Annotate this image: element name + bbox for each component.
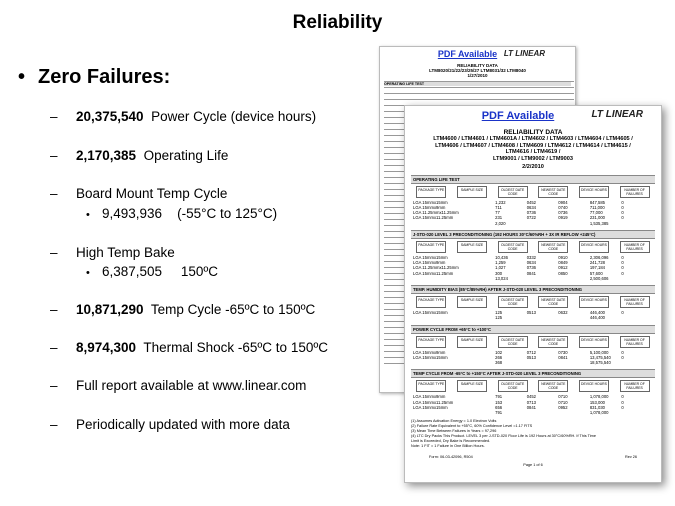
table-cell (413, 360, 495, 365)
table-cell: 0736 (526, 265, 537, 271)
table-cell: 0841 (526, 270, 537, 276)
table-cell (558, 276, 590, 281)
table-cell: LGA 15mmx15mm (413, 404, 448, 410)
list-item: – 2,170,385 Operating Life (50, 148, 229, 163)
section-header: J-STD-020 LEVEL 3 PRECONDITIONING (192 HOURS 30°C/60%RH + 3X IR REFLOW +245°C) (411, 230, 655, 239)
list-item: – 10,871,290 Temp Cycle -65ºC to 150ºC (50, 302, 316, 317)
list-item: – Periodically updated with more data (50, 417, 290, 432)
table-cell (527, 315, 559, 320)
column-header: PACKAGE TYPE (416, 336, 446, 348)
table-cell: 102 (495, 349, 503, 355)
table-cell: 0952 (558, 404, 568, 410)
table-cell: 18,575,540 (589, 360, 611, 366)
table-cell: 2,500,606 (589, 275, 609, 281)
column-header: OLDEST DATE CODE (498, 296, 528, 308)
table-cell: LGA 11.25mmx11.25mm (413, 265, 459, 271)
table-cell: 0 (621, 270, 624, 276)
column-header: NUMBER OF FAILURES (620, 336, 650, 348)
table-cell: 0 (621, 394, 624, 400)
table-cell: 125 (495, 310, 503, 316)
section-header: OPERATING LIFE TEST (384, 82, 571, 86)
table-cell: LGA 15mmx9mm (413, 204, 446, 210)
data-table (413, 350, 653, 366)
table-cell: 1,027 (495, 265, 506, 271)
table-cell: 847,585 (589, 199, 605, 205)
column-header: PACKAGE TYPE (416, 380, 446, 392)
table-cell: 153,000 (589, 399, 605, 405)
column-header: NEWEST DATE CODE (538, 380, 568, 392)
column-header-row (411, 186, 655, 198)
table-cell (527, 221, 559, 226)
page-number: Page 1 of 6 (523, 462, 543, 467)
table-cell (621, 315, 653, 320)
table-cell (527, 360, 559, 365)
table-cell: 1,232 (495, 199, 506, 205)
table-cell: 0736 (526, 210, 537, 216)
table-cell (413, 221, 495, 226)
section-header: TEMP CYCLE FROM -65°C to +150°C AFTER J-STD-020 LEVEL 3 PRECONDITIONING (411, 369, 655, 378)
table-cell: 0849 (558, 260, 568, 266)
column-header: NUMBER OF FAILURES (620, 241, 650, 253)
linear-logo: LT LINEAR (591, 109, 643, 120)
list-item: – Board Mount Temp Cycle (50, 186, 228, 201)
table-cell: 791 (495, 394, 503, 400)
data-table (413, 310, 653, 321)
column-header: PACKAGE TYPE (416, 241, 446, 253)
table-cell: 0513 (526, 310, 537, 316)
table-cell (527, 276, 559, 281)
table-cell (621, 221, 653, 226)
table-cell: LGA 15mmx11.25mm (413, 399, 454, 405)
column-header-row (411, 380, 655, 392)
table-cell: LGA 15mmx15mm (413, 354, 448, 360)
table-cell: 1,078,000 (589, 410, 609, 416)
column-header: DEVICE HOURS (579, 296, 609, 308)
table-cell: LGA 15mmx15mm (413, 254, 448, 260)
table-cell: 0513 (526, 354, 537, 360)
table-cell: 0 (621, 215, 624, 221)
table-cell (558, 315, 590, 320)
table-cell: 10,436 (495, 254, 508, 260)
table-cell: 0904 (558, 199, 568, 205)
report-notes: (1) Assumes Activation Energy = 1.0 Electron Volts (2) Failure Rate Equivalent to +55°C, 60% Confidence Level =1.17 FITS (3) Mean Time Between Failures in Years = 97,296 (4) LTC Dry Packs This Product. LEVEL 3 per J-STD-020 Floor Life is 192 Hours at 30°C/60%RH. If This Time Limit is Exceeded, Dry Bake is Recommended. Note: 1 FIT = 1 Failure in One Billion Hours. (411, 419, 596, 448)
column-header-row (411, 296, 655, 308)
linear-logo: LT LINEAR (503, 49, 545, 58)
table-cell: 13,475,540 (589, 354, 611, 360)
table-cell: LGA 15mmx11.25mm (413, 215, 454, 221)
column-header: DEVICE HOURS (579, 336, 609, 348)
table-cell (527, 410, 559, 415)
table-cell: LGA 15mmx15mm (413, 310, 448, 316)
table-cell: 266 (495, 354, 503, 360)
table-cell: 831,030 (589, 404, 605, 410)
main-bullet-label: Zero Failures: (38, 66, 171, 88)
data-table (413, 394, 653, 415)
table-cell: 711,000 (589, 204, 605, 210)
slide-title: Reliability (292, 12, 383, 33)
table-cell: 0 (621, 354, 624, 360)
column-header: DEVICE HOURS (579, 241, 609, 253)
table-cell: 1,259 (495, 260, 506, 266)
table-cell (621, 276, 653, 281)
report-heading: RELIABILITY DATA LTM4600 / LTM4601 / LTM4601A / LTM4602 / LTM4603 / LTM4604 / LTM4605 / LTM4606 / LTM4607 / LTM4608 / LTM4609 / LTM4612 / LTM4614 / LTM4615 / LTM4616 / LTM4619 / LTM9001 / LTM9002 / LTM9003 2/2/2010 (433, 129, 633, 171)
table-cell: 300 (495, 270, 503, 276)
table-cell: 0332 (526, 254, 537, 260)
table-cell: 0634 (526, 260, 537, 266)
table-cell: 0712 (526, 349, 537, 355)
table-cell: 0736 (558, 210, 568, 216)
list-item: – 8,974,300 Thermal Shock -65ºC to 150ºC (50, 340, 329, 355)
table-cell: LGA 15mmx11.25mm (413, 270, 454, 276)
list-item: – Full report available at www.linear.com (50, 378, 307, 393)
table-cell (558, 360, 590, 365)
table-cell: 446,400 (589, 310, 605, 316)
table-cell: 13,024 (495, 275, 508, 281)
table-cell (413, 276, 495, 281)
column-header: NEWEST DATE CODE (538, 336, 568, 348)
column-header: NEWEST DATE CODE (538, 186, 568, 198)
table-cell: 153 (495, 399, 503, 405)
data-table (413, 200, 653, 226)
table-cell: 231,000 (589, 215, 605, 221)
table-cell: 0 (621, 399, 624, 405)
column-header-row (411, 336, 655, 348)
column-header: OLDEST DATE CODE (498, 380, 528, 392)
column-header: NEWEST DATE CODE (538, 241, 568, 253)
table-cell: 0 (621, 310, 624, 316)
column-header: OLDEST DATE CODE (498, 336, 528, 348)
table-cell: 0452 (526, 199, 537, 205)
bullet-icon: • (18, 66, 26, 88)
table-row (413, 276, 653, 281)
table-cell: 0634 (526, 204, 537, 210)
list-item: – 20,375,540 Power Cycle (device hours) (50, 109, 317, 124)
table-cell: 446,400 (589, 315, 605, 321)
column-header: NUMBER OF FAILURES (620, 296, 650, 308)
table-cell (413, 315, 495, 320)
column-header: OLDEST DATE CODE (498, 186, 528, 198)
table-cell: LGA 15mmx9mm (413, 260, 446, 266)
section-header: TEMP. HUMIDITY BIAS (85°C/85%RH) AFTER J-STD-020 LEVEL 3 PRECONDITIONING (411, 285, 655, 294)
form-footer: Form: 06-03-42096, R504 Rev 26 (429, 454, 637, 459)
column-header-row (411, 241, 655, 253)
table-cell (558, 221, 590, 226)
table-cell: 0730 (558, 349, 568, 355)
sub-list-item: • 6,387,505 150ºC (86, 264, 219, 279)
table-cell: 231 (495, 215, 503, 221)
table-cell (413, 410, 495, 415)
table-cell: LGA 11.25mmx11.25mm (413, 210, 459, 216)
table-cell: 0 (621, 260, 624, 266)
table-cell (558, 410, 590, 415)
column-header: OLDEST DATE CODE (498, 241, 528, 253)
table-cell: 368 (495, 360, 503, 366)
table-cell: 2,020 (495, 220, 506, 226)
list-item: – High Temp Bake (50, 245, 175, 260)
table-cell: 241,728 (589, 260, 605, 266)
table-cell: 0722 (526, 215, 537, 221)
table-cell: 0 (621, 349, 624, 355)
column-header: DEVICE HOURS (579, 380, 609, 392)
column-header: NUMBER OF FAILURES (620, 380, 650, 392)
table-cell: 0841 (526, 404, 537, 410)
table-cell: 0910 (558, 254, 568, 260)
table-cell: 5,100,000 (589, 349, 609, 355)
data-table (413, 255, 653, 281)
table-cell: 0919 (558, 215, 568, 221)
sub-list-item: • 9,493,936 (-55°C to 125°C) (86, 206, 278, 221)
table-cell: 0912 (558, 265, 568, 271)
report-sections (405, 175, 661, 416)
pdf-link[interactable]: PDF Available (481, 110, 555, 122)
table-row (413, 360, 653, 365)
reliability-report-thumbnail (404, 105, 662, 483)
table-cell: LGA 15mmx9mm (413, 394, 446, 400)
table-cell: 1,078,000 (589, 394, 609, 400)
table-cell: 0740 (558, 204, 568, 210)
section-header: OPERATING LIFE TEST (411, 175, 655, 184)
table-cell: 77,000 (589, 210, 603, 216)
table-cell: 0 (621, 254, 624, 260)
column-header: NUMBER OF FAILURES (620, 186, 650, 198)
table-cell (621, 410, 653, 415)
table-cell: 1,535,385 (589, 220, 609, 226)
table-cell (621, 360, 653, 365)
table-cell: 2,306,096 (589, 254, 609, 260)
column-header: SAMPLE SIZE (457, 296, 487, 308)
table-row (413, 221, 653, 226)
table-cell: 0710 (558, 394, 568, 400)
table-cell: 711 (495, 204, 502, 210)
column-header: NEWEST DATE CODE (538, 296, 568, 308)
column-header: SAMPLE SIZE (457, 380, 487, 392)
report-heading: RELIABILITY DATA LTM8020/21/22/23/25/27 LTM8031/32 LTM8040 1/27/2010 (429, 63, 526, 79)
column-header: SAMPLE SIZE (457, 336, 487, 348)
column-header: PACKAGE TYPE (416, 186, 446, 198)
column-header: PACKAGE TYPE (416, 296, 446, 308)
table-cell: 0 (621, 404, 624, 410)
table-cell: 0452 (526, 394, 537, 400)
table-cell: 0710 (558, 399, 568, 405)
main-bullet (18, 66, 170, 89)
table-cell: 197,184 (589, 265, 605, 271)
table-cell: 57,600 (589, 270, 603, 276)
table-cell: 656 (495, 404, 503, 410)
table-cell: 0 (621, 199, 624, 205)
table-cell: 791 (495, 410, 503, 416)
table-cell: 0 (621, 210, 624, 216)
section-header: POWER CYCLE FROM +65°C to +100°C (411, 325, 655, 334)
column-header: SAMPLE SIZE (457, 241, 487, 253)
table-cell: 125 (495, 315, 503, 321)
table-cell: 0713 (526, 399, 537, 405)
table-cell: LGA 15mmx9mm (413, 349, 446, 355)
column-header: DEVICE HOURS (579, 186, 609, 198)
table-cell: 0 (621, 265, 624, 271)
table-cell: 0632 (558, 310, 568, 316)
table-row (413, 315, 653, 320)
table-cell: 0841 (558, 354, 568, 360)
table-row (413, 410, 653, 415)
table-cell: 77 (495, 210, 500, 216)
pdf-link[interactable]: PDF Available (437, 49, 498, 59)
column-header: SAMPLE SIZE (457, 186, 487, 198)
table-cell: LGA 15mmx15mm (413, 199, 448, 205)
table-cell: 0850 (558, 270, 568, 276)
table-cell: 0 (621, 204, 624, 210)
